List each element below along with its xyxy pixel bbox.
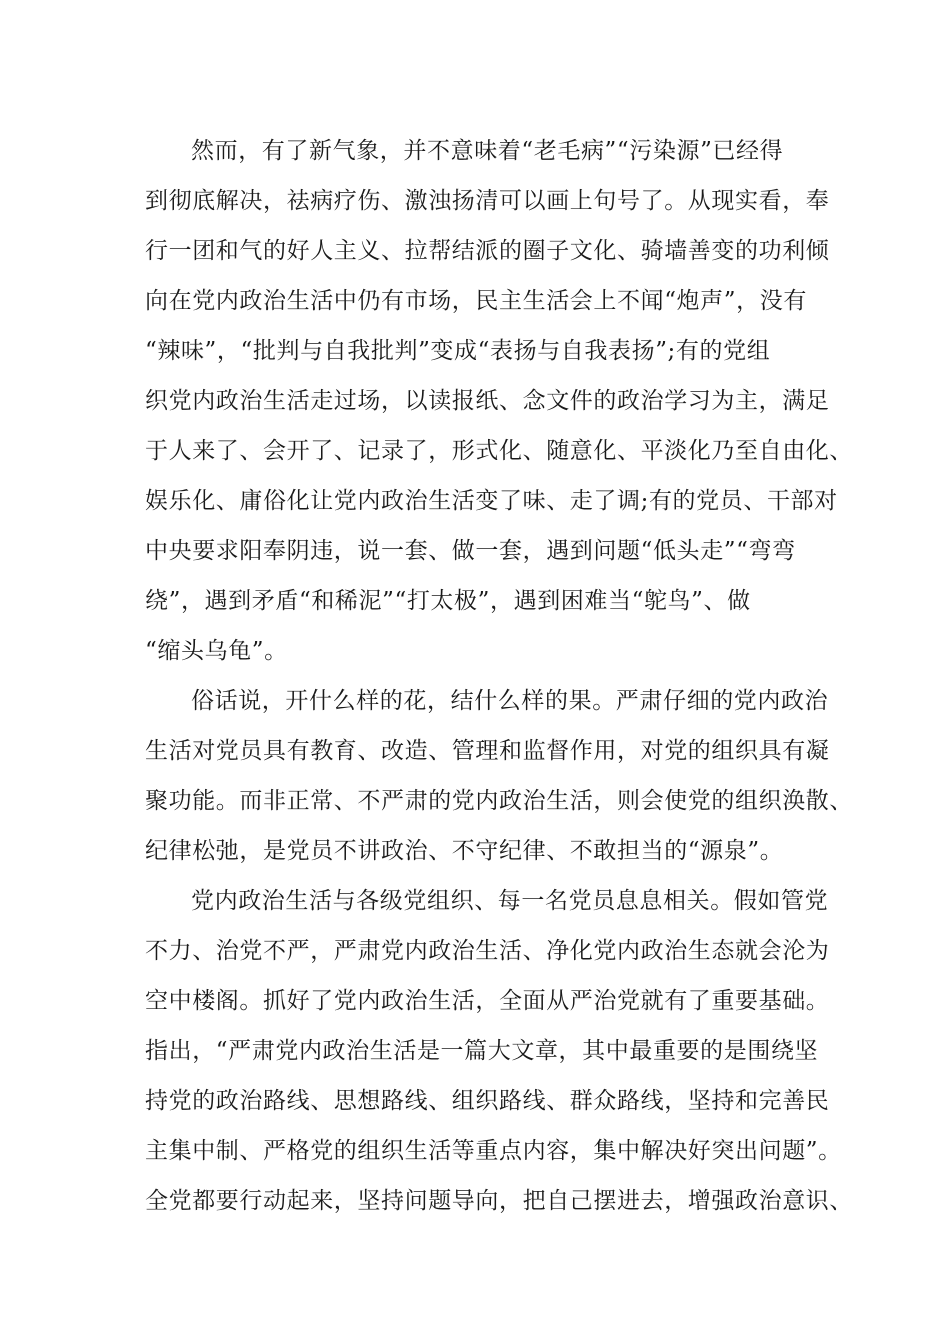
- paragraph-2-line-3: 聚功能。而非正常、不严肃的党内政治生活，则会使党的组织涣散、: [145, 788, 853, 814]
- paragraph-1-line-6: 织党内政治生活走过场，以读报纸、念文件的政治学习为主，满足: [145, 388, 830, 414]
- paragraph-3-line-7: 全党都要行动起来，坚持问题导向，把自己摆进去，增强政治意识、: [145, 1188, 853, 1214]
- paragraph-1-line-8: 娱乐化、庸俗化让党内政治生活变了味、走了调;有的党员、干部对: [145, 488, 838, 514]
- paragraph-1-line-10: 绕”，遇到矛盾“和稀泥”“打太极”，遇到困难当“鸵鸟”、做: [145, 588, 751, 614]
- paragraph-2-line-2: 生活对党员具有教育、改造、管理和监督作用，对党的组织具有凝: [145, 738, 830, 764]
- paragraph-3-line-2: 不力、治党不严，严肃党内政治生活、净化党内政治生态就会沦为: [145, 938, 830, 964]
- paragraph-3-line-5: 持党的政治路线、思想路线、组织路线、群众路线，坚持和完善民: [145, 1088, 830, 1114]
- paragraph-1-line-1: 然而，有了新气象，并不意味着“老毛病”“污染源”已经得: [191, 138, 784, 164]
- paragraph-2-line-1: 俗话说，开什么样的花，结什么样的果。严肃仔细的党内政治: [191, 688, 829, 714]
- paragraph-1-line-11: “缩头乌龟”。: [145, 638, 288, 664]
- paragraph-1-line-2: 到彻底解决，祛病疗伤、激浊扬清可以画上句号了。从现实看，奉: [145, 188, 830, 214]
- paragraph-3-line-1: 党内政治生活与各级党组织、每一名党员息息相关。假如管党: [191, 888, 829, 914]
- paragraph-3-line-6: 主集中制、严格党的组织生活等重点内容，集中解决好突出问题”。: [145, 1138, 842, 1164]
- paragraph-1-line-4: 向在党内政治生活中仍有市场，民主生活会上不闻“炮声”，没有: [145, 288, 807, 314]
- paragraph-1-line-5: “辣味”，“批判与自我批判”变成“表扬与自我表扬”;有的党组: [145, 338, 771, 364]
- paragraph-2-line-4: 纪律松弛，是党员不讲政治、不守纪律、不敢担当的“源泉”。: [145, 838, 784, 864]
- paragraph-1-line-9: 中央要求阳奉阴违，说一套、做一套，遇到问题“低头走”“弯弯: [145, 538, 796, 564]
- paragraph-1-line-3: 行一团和气的好人主义、拉帮结派的圈子文化、骑墙善变的功利倾: [145, 238, 830, 264]
- paragraph-3-line-4: 指出，“严肃党内政治生活是一篇大文章，其中最重要的是围绕坚: [145, 1038, 819, 1064]
- paragraph-3-line-3: 空中楼阁。抓好了党内政治生活，全面从严治党就有了重要基础。: [145, 988, 830, 1014]
- paragraph-1-line-7: 于人来了、会开了、记录了，形式化、随意化、平淡化乃至自由化、: [145, 438, 853, 464]
